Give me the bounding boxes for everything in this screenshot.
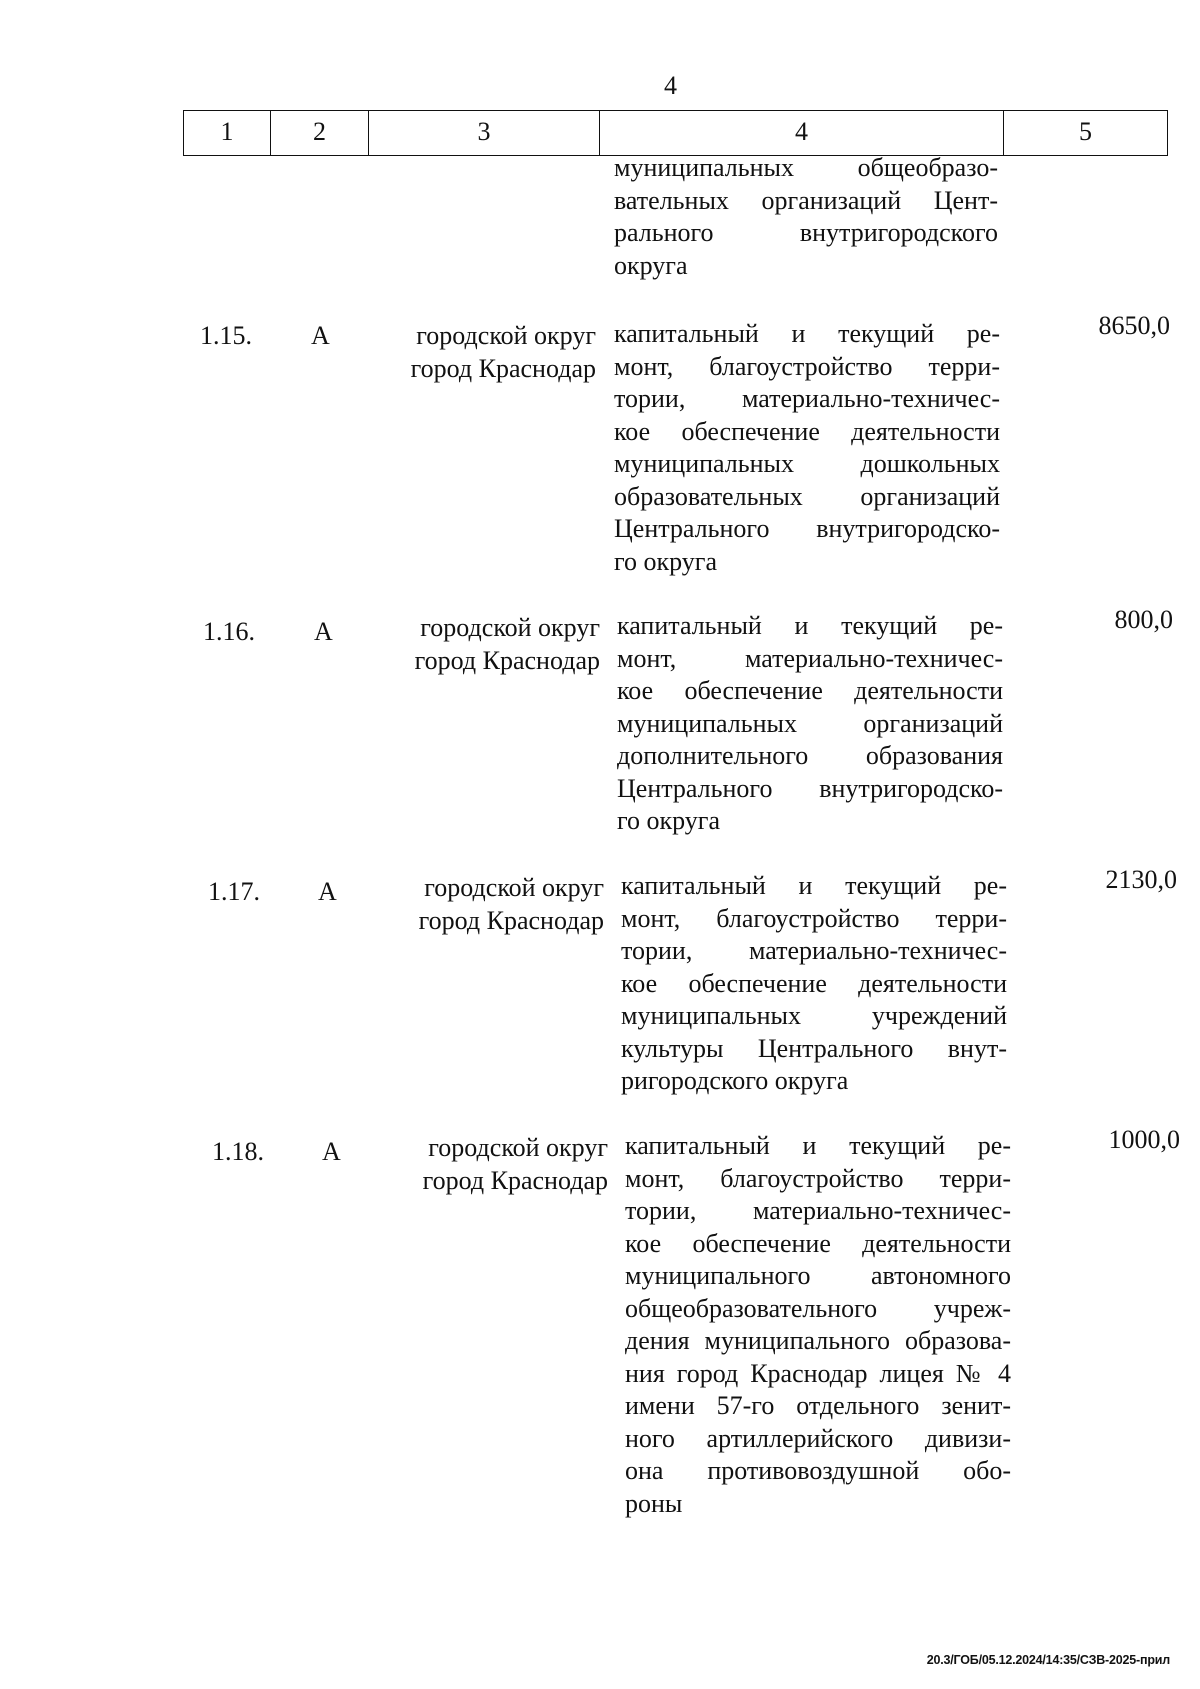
row-description — [617, 610, 1003, 838]
description-line: кое обеспечение деятельности — [614, 416, 1000, 446]
description-line: капитальный и текущий ре- — [614, 319, 1000, 348]
description-line: муниципального автономного — [625, 1261, 1011, 1290]
territory-line: городской округ — [428, 1133, 608, 1162]
document-registration-code: 20.3/ГОБ/05.12.2024/14:35/СЗВ-2025-прил — [926, 1653, 1170, 1667]
description-line: го округа — [617, 806, 721, 835]
header-col-4: 4 — [600, 111, 1004, 155]
row-territory — [396, 1132, 608, 1197]
table-header-row — [183, 110, 1168, 156]
row-description — [621, 870, 1007, 1098]
header-col-2: 2 — [271, 111, 369, 155]
row-description — [614, 318, 1000, 578]
continuation-description — [614, 152, 998, 282]
row-amount: 8650,0 — [1098, 311, 1170, 340]
territory-line: город Краснодар — [422, 1165, 608, 1195]
row-amount: 1000,0 — [1108, 1125, 1180, 1154]
description-line: монт, благоустройство терри- — [625, 1163, 1011, 1193]
header-col-1: 1 — [184, 111, 271, 155]
description-line: образовательных организаций — [614, 481, 1000, 511]
territory-line: город Краснодар — [418, 905, 604, 935]
description-line: муниципальных организаций — [617, 708, 1003, 738]
row-amount: 800,0 — [1114, 605, 1173, 634]
territory-line: городской округ — [424, 873, 604, 902]
description-line: монт, материально-техничес- — [617, 643, 1003, 673]
description-line: монт, благоустройство терри- — [614, 351, 1000, 381]
territory-line: город Краснодар — [410, 353, 596, 383]
continuation-line: рального внутригородского — [614, 218, 998, 247]
row-amount: 2130,0 — [1105, 865, 1177, 894]
description-line: ригородского округа — [621, 1066, 849, 1095]
description-line: роны — [625, 1488, 683, 1518]
description-line: культуры Центрального внут- — [621, 1033, 1007, 1063]
row-code: А — [311, 321, 330, 350]
description-line: дения муниципального образова- — [625, 1326, 1011, 1355]
row-number: 1.18. — [212, 1137, 264, 1166]
description-line: кое обеспечение деятельности — [621, 968, 1007, 998]
description-line: тории, материально-техничес- — [614, 384, 1000, 413]
description-line: общеобразовательного учреж- — [625, 1293, 1011, 1323]
description-line: капитальный и текущий ре- — [617, 611, 1003, 640]
continuation-line: округа — [614, 250, 688, 280]
row-number: 1.16. — [203, 617, 255, 646]
description-line: муниципальных дошкольных — [614, 449, 1000, 478]
row-number: 1.17. — [208, 877, 260, 906]
description-line: го округа — [614, 546, 718, 576]
description-line: она противовоздушной обо- — [625, 1456, 1011, 1485]
continuation-line: вательных организаций Цент- — [614, 185, 998, 215]
row-territory — [388, 612, 600, 677]
description-line: имени 57-го отдельного зенит- — [625, 1391, 1011, 1420]
territory-line: город Краснодар — [414, 645, 600, 675]
description-line: капитальный и текущий ре- — [625, 1131, 1011, 1160]
page-number: 4 — [664, 71, 677, 100]
description-line: дополнительного образования — [617, 741, 1003, 770]
description-line: монт, благоустройство терри- — [621, 903, 1007, 933]
row-territory — [392, 872, 604, 937]
row-code: А — [322, 1137, 341, 1166]
description-line: муниципальных учреждений — [621, 1001, 1007, 1030]
header-col-3: 3 — [369, 111, 600, 155]
description-line: кое обеспечение деятельности — [617, 676, 1003, 705]
description-line: Центрального внутригородско- — [614, 514, 1000, 543]
description-line: капитальный и текущий ре- — [621, 871, 1007, 900]
continuation-line: муниципальных общеобразо- — [614, 153, 998, 182]
description-line: ния город Краснодар лицея № 4 — [625, 1358, 1011, 1388]
description-line: Центрального внутригородско- — [617, 773, 1003, 803]
description-line: кое обеспечение деятельности — [625, 1228, 1011, 1258]
territory-line: городской округ — [416, 321, 596, 350]
row-number: 1.15. — [200, 321, 252, 350]
description-line: тории, материально-техничес- — [625, 1196, 1011, 1225]
row-territory — [384, 320, 596, 385]
row-code: А — [314, 617, 333, 646]
row-code: А — [318, 877, 337, 906]
description-line: тории, материально-техничес- — [621, 936, 1007, 965]
territory-line: городской округ — [420, 613, 600, 642]
header-col-5: 5 — [1079, 117, 1092, 146]
description-line: ного артиллерийского дивизи- — [625, 1423, 1011, 1453]
row-description — [625, 1130, 1011, 1520]
